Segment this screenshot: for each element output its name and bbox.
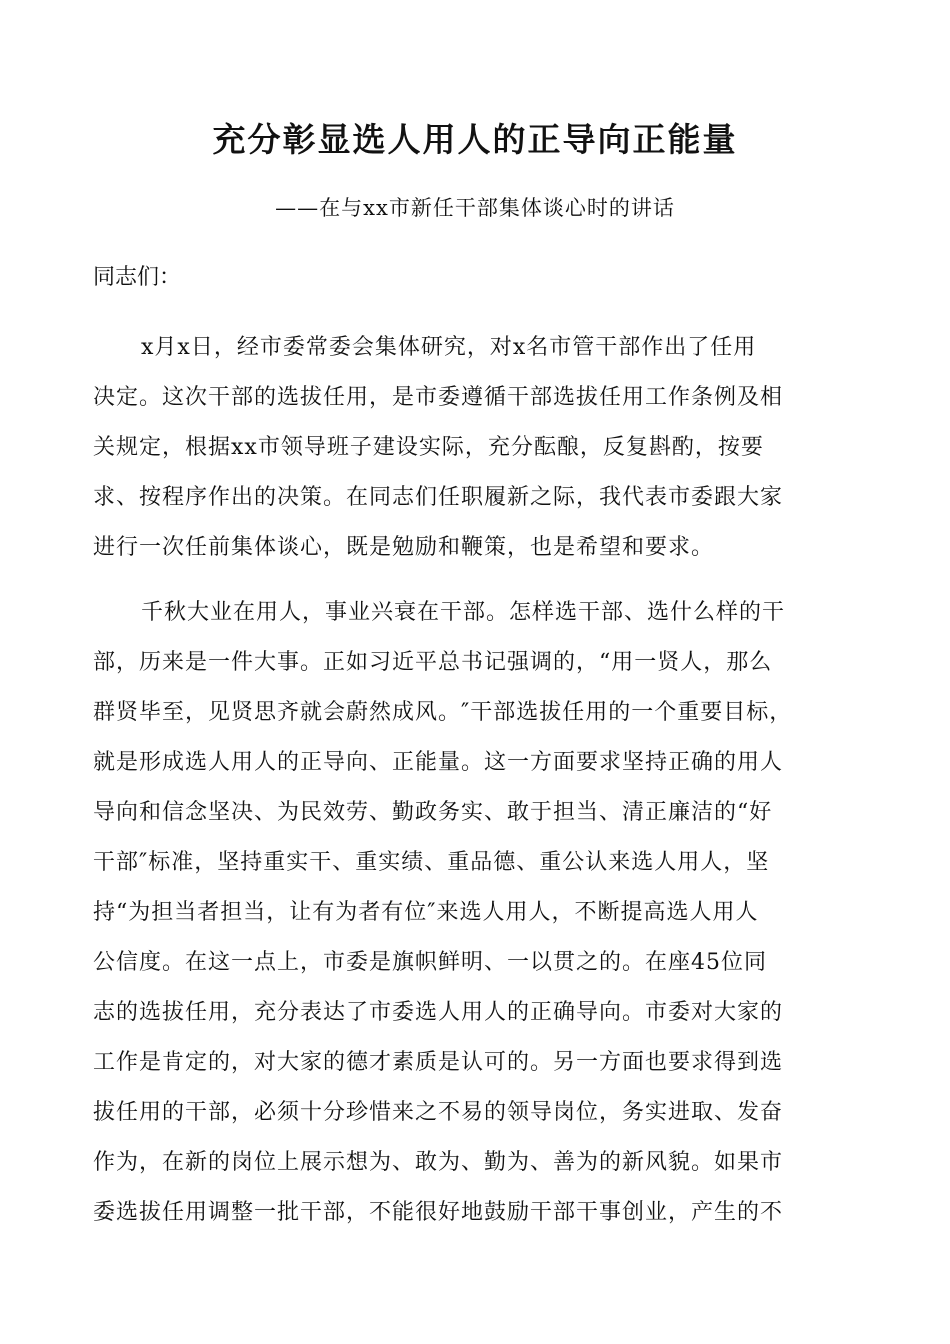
text-line: 干部″标准，坚持重实干、重实绩、重品德、重公认来选人用人，坚 (93, 850, 770, 875)
text-line: 部，历来是一件大事。正如习近平总书记强调的，“用一贤人，那么 (93, 650, 773, 675)
text-line: 持“为担当者担当，让有为者有位″来选人用人，不断提高选人用人 (93, 900, 759, 925)
text-line: 导向和信念坚决、为民效劳、勤政务实、敢于担当、清正廉洁的“好 (93, 800, 773, 825)
text-line: 公信度。在这一点上，市委是旗帜鲜明、一以贯之的。在座45位同 (93, 950, 767, 975)
text-line: 拔任用的干部，必须十分珍惜来之不易的领导岗位，务实进取、发奋 (93, 1100, 784, 1125)
text-line: x月x日，经市委常委会集体研究，对x名市管干部作出了任用 (141, 335, 757, 360)
text-line: 进行一次任前集体谈心，既是勉励和鞭策，也是希望和要求。 (93, 535, 715, 560)
text-line: 群贤毕至，见贤思齐就会蔚然成风。″干部选拔任用的一个重要目标， (93, 700, 793, 725)
paragraph-2 (93, 588, 863, 1238)
text-line: 委选拔任用调整一批干部，不能很好地鼓励干部干事创业，产生的不 (93, 1200, 784, 1225)
document-subtitle: ——在与xx市新任干部集体谈心时的讲话 (275, 196, 675, 220)
text-line: 工作是肯定的，对大家的德才素质是认可的。另一方面也要求得到选 (93, 1050, 784, 1075)
text-line: 千秋大业在用人，事业兴衰在干部。怎样选干部、选什么样的干 (141, 600, 786, 625)
text-line: 关规定，根据xx市领导班子建设实际，充分酝酿，反复斟酌，按要 (93, 435, 764, 460)
salutation: 同志们： (93, 265, 182, 290)
text-line: 作为，在新的岗位上展示想为、敢为、勤为、善为的新风貌。如果市 (93, 1150, 784, 1175)
text-line: 决定。这次干部的选拔任用，是市委遵循干部选拔任用工作条例及相 (93, 385, 784, 410)
text-line: 志的选拔任用，充分表达了市委选人用人的正确导向。市委对大家的 (93, 1000, 784, 1025)
document-title: 充分彰显选人用人的正导向正能量 (212, 120, 738, 159)
text-line: 求、按程序作出的决策。在同志们任职履新之际，我代表市委跟大家 (93, 485, 784, 510)
paragraph-1 (93, 323, 863, 573)
text-line: 就是形成选人用人的正导向、正能量。这一方面要求坚持正确的用人 (93, 750, 784, 775)
